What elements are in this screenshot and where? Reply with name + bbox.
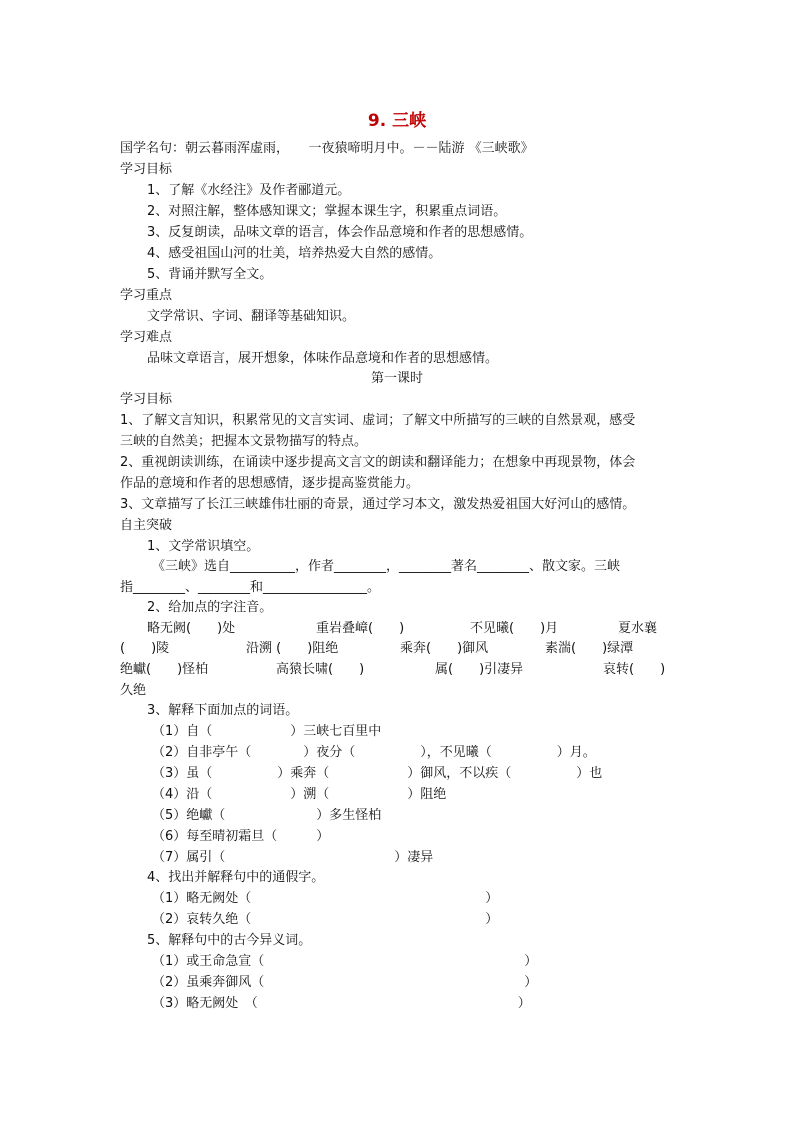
lesson-goals-heading: 学习目标 [120,392,173,407]
goal-item: 3、反复朗读，品味文章的语言，体会作品意境和作者的思想感情。 [147,225,533,240]
goals-heading: 学习目标 [120,162,173,177]
question-5-heading: 5、解释句中的古今异义词。 [147,933,312,948]
focus-heading: 学习重点 [120,288,173,303]
difficulty-heading: 学习难点 [120,330,173,345]
pinyin-item: ( )陵 [120,641,170,656]
focus-text: 文学常识、字词、翻译等基础知识。 [147,309,356,324]
page-title: 9. 三峡 [367,111,427,131]
question-3-heading: 3、解释下面加点的词语。 [147,703,299,718]
pinyin-item: 素湍( )绿潭 [545,641,634,656]
goal-item: 5、背诵并默写全文。 [147,267,273,282]
pinyin-item: 属( )引凄异 [435,662,524,677]
lesson-goal-line: 作品的意境和作者的思想感情，逐步提高鉴赏能力。 [120,476,420,491]
goal-item: 4、感受祖国山河的壮美，培养热爱大自然的感情。 [147,246,442,261]
question-4-item: （2）哀转久绝（ ） [152,912,499,927]
motto-line: 国学名句：朝云暮雨浑虚雨， 一夜猿啼明月中。－－陆游 《三峡歌》 [120,141,534,156]
pinyin-item: 高猿长啸( ) [276,662,365,677]
self-study-heading: 自主突破 [120,518,173,533]
question-3-item: （1）自（ ）三峡七百里中 [152,724,382,739]
lesson-goal-line: 3、文章描写了长江三峡雄伟壮丽的奇景，通过学习本文，激发热爱祖国大好河山的感情。 [120,497,636,512]
question-2-heading: 2、给加点的字注音。 [147,600,273,615]
pinyin-item: 乘奔( )御风 [400,641,489,656]
question-5-item: （2）虽乘奔御风（ ） [152,975,538,990]
pinyin-item: 哀转( ) [603,662,666,677]
pinyin-item: 略无阙( )处 [147,621,236,636]
lesson-heading: 第一课时 [370,371,423,386]
lesson-goal-line: 2、重视朗读训练，在诵读中逐步提高文言文的朗读和翻译能力；在想象中再现景物，体会 [120,455,636,470]
question-1-line: 指________、________和________________。 [120,580,381,595]
goal-item: 2、对照注解，整体感知课文；掌握本课生字，积累重点词语。 [147,204,507,219]
question-1-heading: 1、文学常识填空。 [147,539,260,554]
question-4-heading: 4、找出并解释句中的通假字。 [147,870,325,885]
question-3-item: （2）自非亭午（ ）夜分（ ），不见曦（ ）月。 [152,745,596,760]
lesson-goal-line: 1、了解文言知识，积累常见的文言实词、虚词；了解文中所描写的三峡的自然景观，感受 [120,413,636,428]
pinyin-item: 久绝 [120,683,147,698]
question-5-item: （1）或王命急宣（ ） [152,954,538,969]
question-3-item: （6）每至晴初霜旦（ ） [152,829,330,844]
question-3-item: （7）属引（ ）凄异 [152,850,434,865]
pinyin-item: 重岩叠嶂( ) [316,621,405,636]
goal-item: 1、了解《水经注》及作者郦道元。 [147,183,351,198]
pinyin-item: 绝巘( )怪柏 [120,662,209,677]
question-3-item: （4）沿（ ）溯（ ）阻绝 [152,787,447,802]
question-3-item: （5）绝巘（ ）多生怪柏 [152,808,382,823]
question-4-item: （1）略无阙处（ ） [152,891,499,906]
question-3-item: （3）虽（ ）乘奔（ ）御风，不以疾（ ）也 [152,766,603,781]
question-1-line: 《三峡》选自__________，作者________，________著名________、散文家。三峡 [152,559,621,574]
pinyin-item: 夏水襄 [618,621,658,636]
lesson-goal-line: 三峡的自然美；把握本文景物描写的特点。 [120,434,368,449]
pinyin-item: 不见曦( )月 [470,621,559,636]
question-5-item: （3）略无阙处 （ ） [152,996,531,1011]
pinyin-item: 沿溯 ( )阻绝 [246,641,339,656]
difficulty-text: 品味文章语言，展开想象，体味作品意境和作者的思想感情。 [147,351,499,366]
